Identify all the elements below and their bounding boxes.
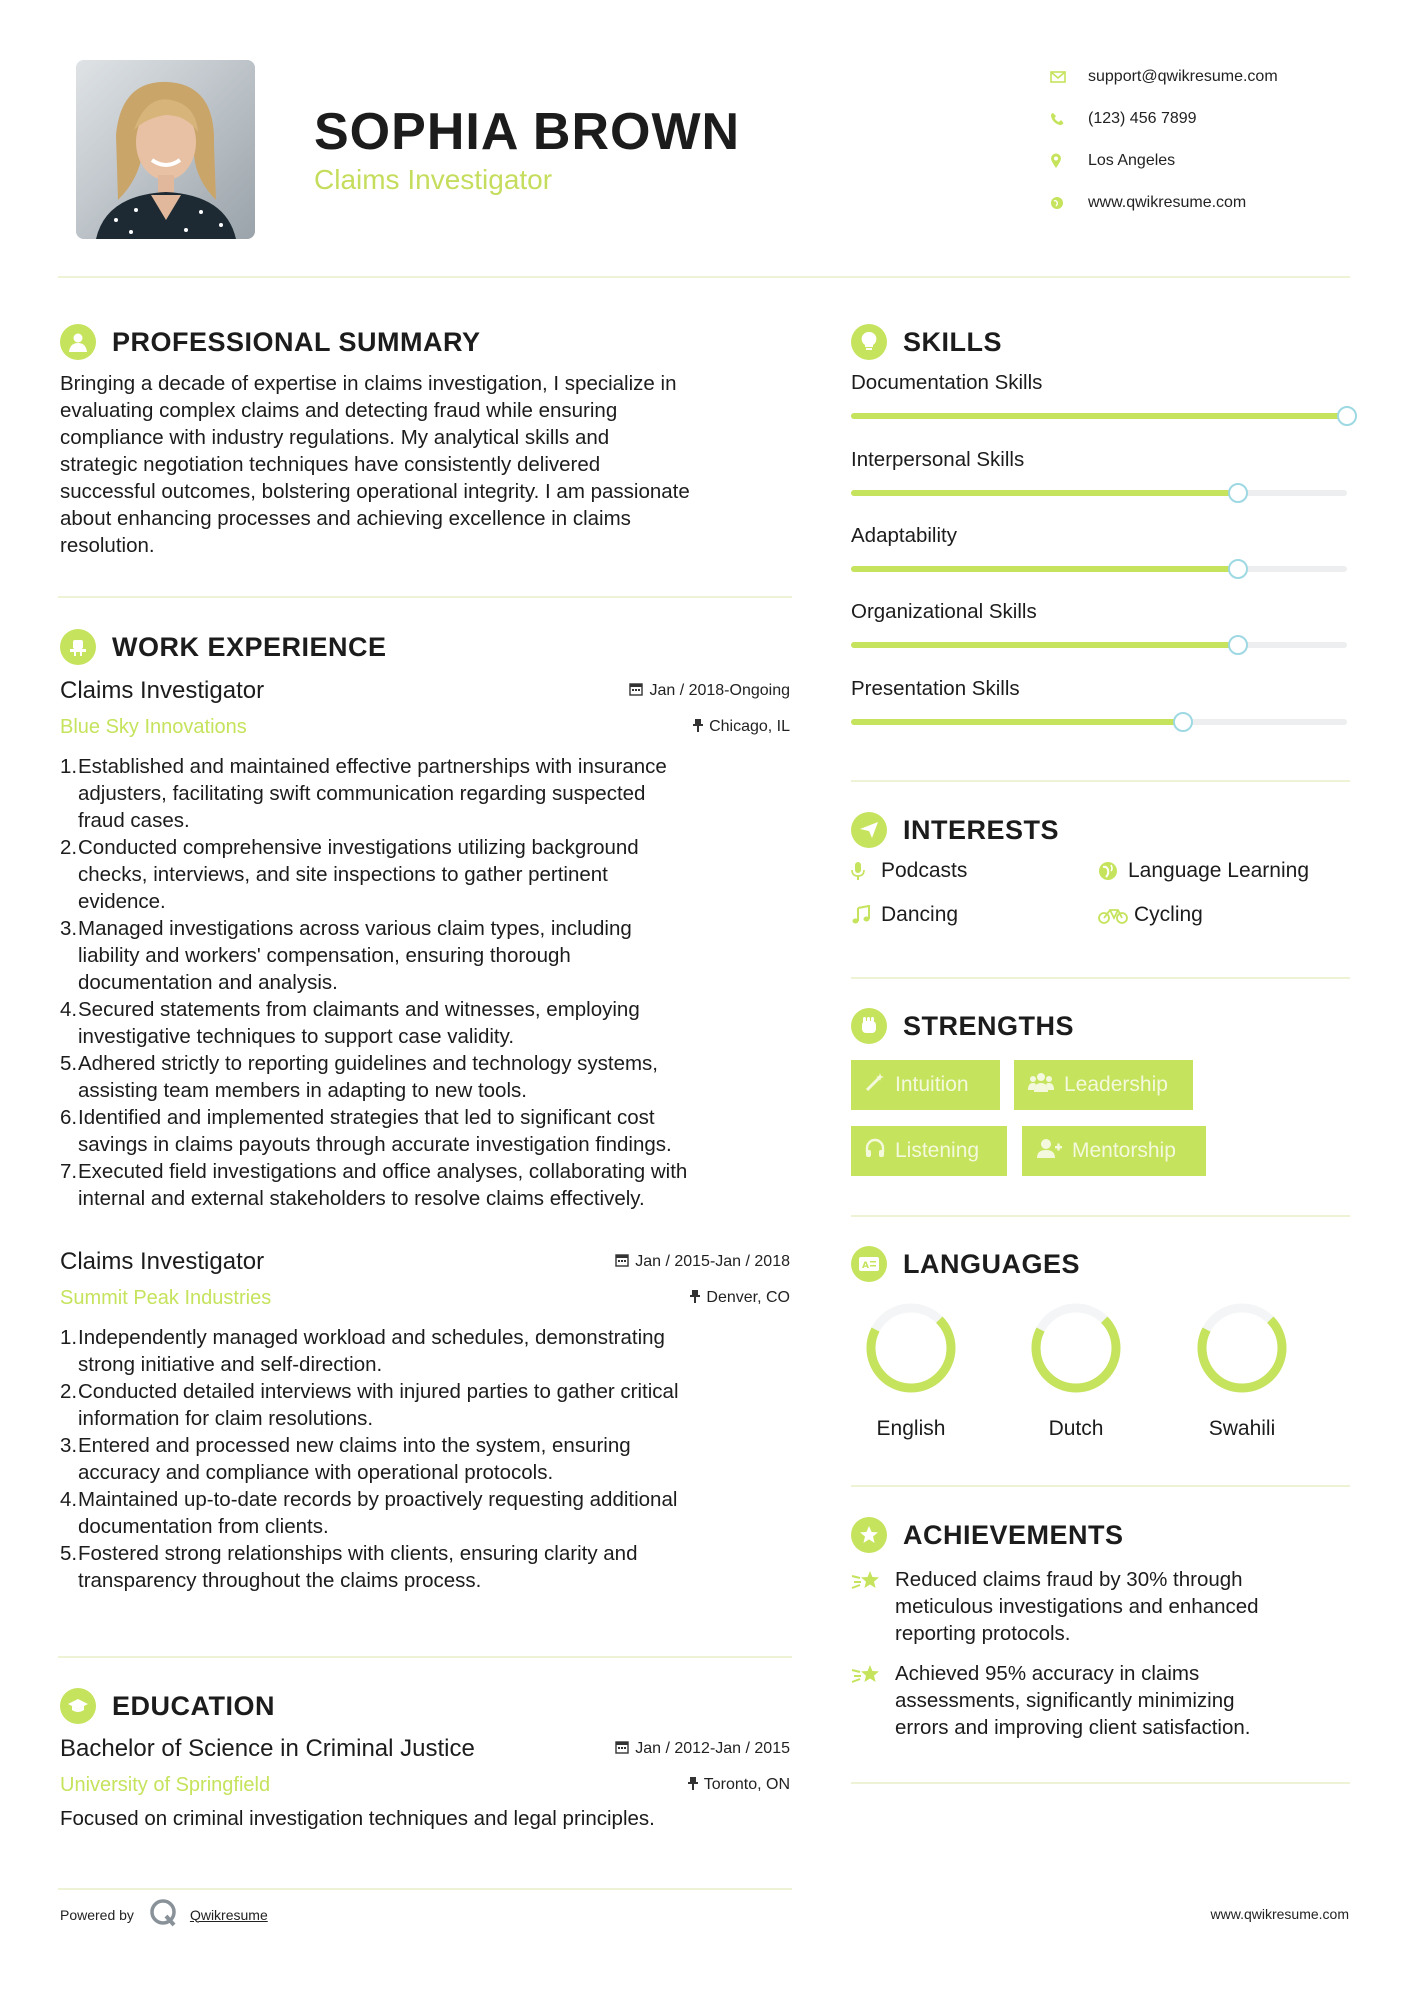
list-item: 2. Conducted comprehensive investigations utilizing background checks, interviews, and site inspections to gather pertinent evidence. bbox=[60, 836, 639, 913]
interests-divider bbox=[851, 977, 1350, 979]
header-divider bbox=[58, 276, 1350, 278]
skill-item: Adaptability bbox=[851, 524, 1351, 572]
school: University of Springfield bbox=[60, 1773, 271, 1796]
education-description: Focused on criminal investigation techniques and legal principles. bbox=[60, 1807, 655, 1830]
skill-bar-fill bbox=[851, 719, 1183, 725]
job-date: Jan / 2018-Ongoing bbox=[629, 682, 790, 701]
calendar-icon bbox=[629, 682, 643, 701]
skill-item: Documentation Skills bbox=[851, 371, 1351, 419]
globe-icon bbox=[1098, 861, 1126, 881]
pin-icon bbox=[688, 1776, 698, 1795]
language-item: Dutch bbox=[1016, 1298, 1136, 1441]
skill-item: Organizational Skills bbox=[851, 600, 1351, 648]
contact-list bbox=[1050, 56, 1278, 224]
shooting-star-icon bbox=[851, 1660, 895, 1741]
job-title: Claims Investigator bbox=[60, 677, 265, 704]
list-item: 2. Conducted detailed interviews with injured parties to gather critical information for claim resolutions. bbox=[60, 1380, 679, 1430]
languages-divider bbox=[851, 1485, 1350, 1487]
user-plus-icon bbox=[1036, 1138, 1062, 1164]
skill-bar-knob bbox=[1337, 406, 1357, 426]
contact-email[interactable]: support@qwikresume.com bbox=[1050, 56, 1278, 98]
job-title: Claims Investigator bbox=[60, 1248, 265, 1275]
skill-bar bbox=[851, 413, 1347, 419]
contact-location: Los Angeles bbox=[1050, 140, 1278, 182]
skills-heading: SKILLS bbox=[851, 324, 1002, 360]
calendar-icon bbox=[615, 1253, 629, 1272]
strength-tag: Intuition bbox=[851, 1060, 1000, 1110]
svg-text:A: A bbox=[862, 1261, 869, 1271]
calendar-icon bbox=[615, 1740, 629, 1759]
interest-item: Cycling bbox=[1098, 903, 1203, 927]
skill-bar bbox=[851, 566, 1347, 572]
list-item: 4. Maintained up-to-date records by proactively requesting additional documentation from clients. bbox=[60, 1488, 678, 1538]
job-entry bbox=[60, 673, 790, 1212]
location-pin-icon bbox=[1050, 153, 1088, 169]
interest-item: Podcasts bbox=[851, 859, 967, 883]
strength-tag: Leadership bbox=[1014, 1060, 1193, 1110]
skill-bar-knob bbox=[1228, 635, 1248, 655]
skill-bar-fill bbox=[851, 490, 1238, 496]
pin-icon bbox=[690, 1289, 700, 1308]
email-icon bbox=[1050, 71, 1088, 83]
interests-heading: INTERESTS bbox=[851, 812, 1059, 848]
user-icon bbox=[60, 324, 96, 360]
skill-bar-knob bbox=[1173, 712, 1193, 732]
achievements-heading: ACHIEVEMENTS bbox=[851, 1517, 1124, 1553]
job-location: Denver, CO bbox=[690, 1289, 790, 1308]
job-duties bbox=[60, 1324, 790, 1594]
bicycle-icon bbox=[1098, 906, 1132, 924]
interest-item: Dancing bbox=[851, 903, 958, 927]
phone-icon bbox=[1050, 112, 1088, 126]
shooting-star-icon bbox=[851, 1566, 895, 1647]
skill-bar bbox=[851, 490, 1347, 496]
list-item: 6. Identified and implemented strategies that led to significant cost savings in claims payouts through accurate investigation findings. bbox=[60, 1106, 672, 1156]
list-item: 5. Adhered strictly to reporting guidelines and technology systems, assisting team members in adapting to new tools. bbox=[60, 1052, 659, 1102]
list-item: 4. Secured statements from claimants and witnesses, employing investigative techniques to support case validity. bbox=[60, 998, 640, 1048]
summary-heading: PROFESSIONAL SUMMARY bbox=[60, 324, 481, 360]
job-date: Jan / 2015-Jan / 2018 bbox=[615, 1253, 790, 1272]
contact-phone[interactable]: (123) 456 7899 bbox=[1050, 98, 1278, 140]
summary-text: Bringing a decade of expertise in claims investigation, I specialize in evaluating complex claims and detecting fraud while ensuring compliance with industry regulations. My analytical skills and strategic negotiation techniques have consistently delivered successful outcomes, bolstering operational integrity. I am passionate about enhancing processes and achieving excellence in claims resolution. bbox=[60, 372, 690, 557]
headphones-icon bbox=[865, 1138, 885, 1164]
education-date: Jan / 2012-Jan / 2015 bbox=[615, 1740, 790, 1759]
experience-heading: WORK EXPERIENCE bbox=[60, 629, 387, 665]
skill-bar bbox=[851, 642, 1347, 648]
skill-item: Interpersonal Skills bbox=[851, 448, 1351, 496]
briefcase-icon bbox=[60, 629, 96, 665]
skill-bar-knob bbox=[1228, 483, 1248, 503]
language-item: Swahili bbox=[1182, 1298, 1302, 1441]
achievement-item: Achieved 95% accuracy in claims assessments, significantly minimizing errors and improving client satisfaction. bbox=[851, 1660, 1351, 1741]
degree: Bachelor of Science in Criminal Justice bbox=[60, 1735, 475, 1762]
list-item: 1. Established and maintained effective partnerships with insurance adjusters, facilitating swift communication regarding suspected fraud cases. bbox=[60, 755, 667, 832]
list-item: 7. Executed field investigations and office analyses, collaborating with internal and external stakeholders to resolve claims effectively. bbox=[60, 1160, 688, 1210]
fist-icon bbox=[851, 1008, 887, 1044]
lightbulb-icon bbox=[851, 324, 887, 360]
strength-tag: Mentorship bbox=[1022, 1126, 1206, 1176]
skill-bar-fill bbox=[851, 413, 1347, 419]
language-item: English bbox=[851, 1298, 971, 1441]
language-ring bbox=[1182, 1298, 1302, 1398]
star-badge-icon bbox=[851, 1517, 887, 1553]
language-ring bbox=[1016, 1298, 1136, 1398]
paper-plane-icon bbox=[851, 812, 887, 848]
profile-photo bbox=[76, 60, 255, 239]
education-heading: EDUCATION bbox=[60, 1688, 275, 1724]
footer-url[interactable]: www.qwikresume.com bbox=[1210, 1906, 1349, 1922]
skill-item: Presentation Skills bbox=[851, 677, 1351, 725]
job-company: Blue Sky Innovations bbox=[60, 715, 247, 738]
contact-website[interactable]: www.qwikresume.com bbox=[1050, 182, 1278, 224]
strengths-heading: STRENGTHS bbox=[851, 1008, 1074, 1044]
skill-bar-fill bbox=[851, 642, 1238, 648]
skill-bar-knob bbox=[1228, 559, 1248, 579]
job-entry bbox=[60, 1244, 790, 1594]
achievements-divider bbox=[851, 1782, 1350, 1784]
skills-divider bbox=[851, 780, 1350, 782]
language-card-icon bbox=[851, 1246, 887, 1282]
strength-tag: Listening bbox=[851, 1126, 1007, 1176]
education-entry bbox=[60, 1731, 790, 1832]
music-note-icon bbox=[851, 905, 879, 925]
magic-wand-icon bbox=[865, 1072, 885, 1098]
skill-bar bbox=[851, 719, 1347, 725]
job-location: Chicago, IL bbox=[693, 718, 790, 737]
languages-heading: A LANGUAGES bbox=[851, 1246, 1080, 1282]
globe-icon bbox=[1050, 196, 1088, 210]
microphone-icon bbox=[851, 861, 879, 881]
group-icon bbox=[1028, 1072, 1054, 1098]
list-item: 3. Entered and processed new claims into the system, ensuring accuracy and compliance with operational protocols. bbox=[60, 1434, 631, 1484]
experience-divider bbox=[58, 1656, 792, 1658]
education-location: Toronto, ON bbox=[688, 1776, 790, 1795]
footer-branding: Powered by Qwikresume bbox=[60, 1898, 268, 1931]
list-item: 5. Fostered strong relationships with clients, ensuring clarity and transparency throughout the claims process. bbox=[60, 1542, 638, 1592]
interest-item: Language Learning bbox=[1098, 859, 1309, 883]
skill-bar-fill bbox=[851, 566, 1238, 572]
candidate-name: SOPHIA BROWN bbox=[314, 103, 741, 161]
footer-divider bbox=[58, 1888, 792, 1890]
list-item: 1. Independently managed workload and schedules, demonstrating strong initiative and self-direction. bbox=[60, 1326, 665, 1376]
job-duties bbox=[60, 753, 790, 1212]
list-item: 3. Managed investigations across various claim types, including liability and workers' compensation, ensuring thorough documentation and analysis. bbox=[60, 917, 632, 994]
achievement-item: Reduced claims fraud by 30% through meticulous investigations and enhanced reporting protocols. bbox=[851, 1566, 1351, 1647]
qwikresume-logo-icon bbox=[148, 1898, 178, 1931]
summary-divider bbox=[58, 596, 792, 598]
language-ring bbox=[851, 1298, 971, 1398]
job-company: Summit Peak Industries bbox=[60, 1286, 272, 1309]
pin-icon bbox=[693, 718, 703, 737]
graduation-cap-icon bbox=[60, 1688, 96, 1724]
candidate-title: Claims Investigator bbox=[314, 164, 553, 195]
qwikresume-link[interactable]: Qwikresume bbox=[189, 1906, 268, 1923]
strengths-divider bbox=[851, 1215, 1350, 1217]
